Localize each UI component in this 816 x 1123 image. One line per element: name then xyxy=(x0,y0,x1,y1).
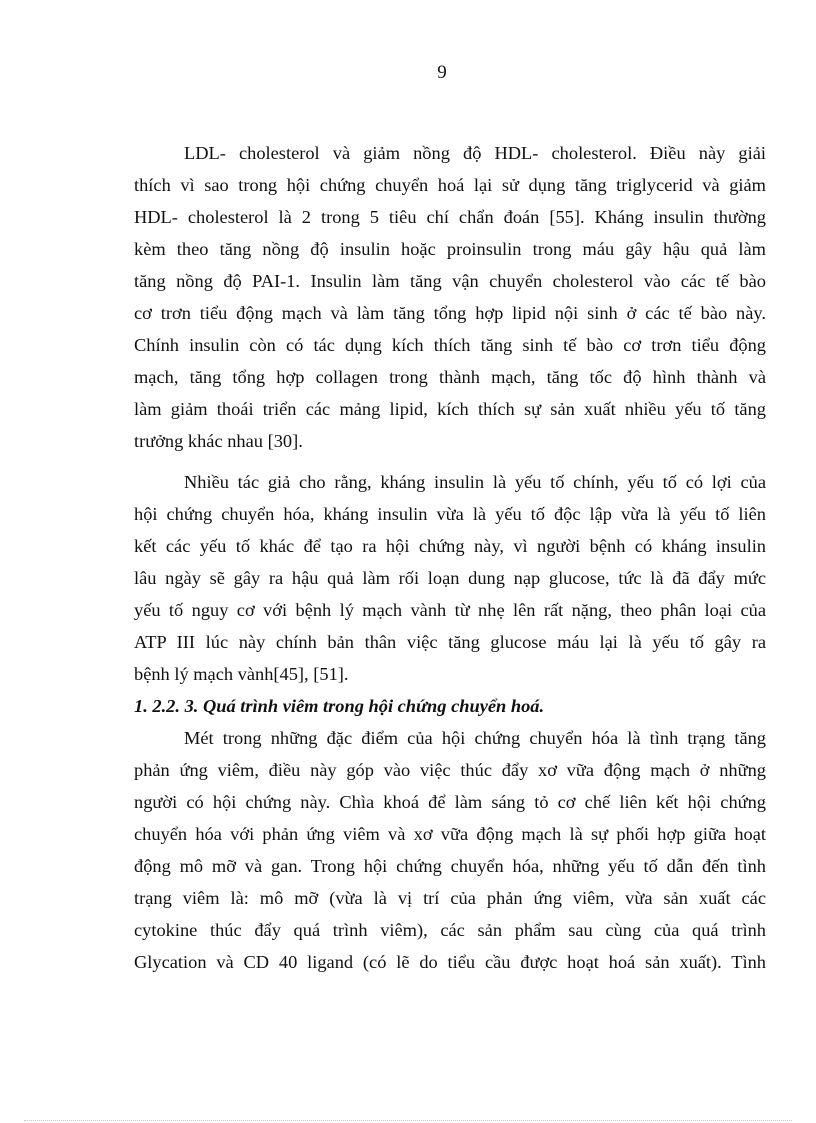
page-bottom-divider xyxy=(24,1120,792,1121)
text-line: lâu ngày sẽ gây ra hậu quả làm rối loạn dung nạp glucose, tức là đã đẩy mức xyxy=(134,568,766,588)
text-line: Mét trong những đặc điểm của hội chứng chuyển hóa là tình trạng tăng xyxy=(184,728,766,748)
text-line: hội chứng chuyển hóa, kháng insulin vừa là yếu tố độc lập vừa là yếu tố liên xyxy=(134,504,766,524)
text-line: chuyển hóa với phản ứng viêm và xơ vữa động mạch là sự phối hợp giữa hoạt xyxy=(134,824,766,844)
text-line: cytokine thúc đẩy quá trình viêm), các sản phẩm sau cùng của quá trình xyxy=(134,920,766,940)
text-line: người có hội chứng này. Chìa khoá để làm sáng tỏ cơ chế liên kết hội chứng xyxy=(134,792,766,812)
text-line: phản ứng viêm, điều này góp vào việc thúc đẩy xơ vữa động mạch ở những xyxy=(134,760,766,780)
text-line: ATP III lúc này chính bản thân việc tăng glucose máu lại là yếu tố gây ra xyxy=(134,632,766,652)
text-line: cơ trơn tiểu động mạch và làm tăng tổng hợp lipid nội sinh ở các tế bào này. xyxy=(134,303,766,323)
text-line: yếu tố nguy cơ với bệnh lý mạch vành từ nhẹ lên rất nặng, theo phân loại của xyxy=(134,600,766,620)
text-line: kết các yếu tố khác để tạo ra hội chứng này, vì người bệnh có kháng insulin xyxy=(134,536,766,556)
text-line: kèm theo tăng nồng độ insulin hoặc proinsulin trong máu gây hậu quả làm xyxy=(134,239,766,259)
text-line: HDL- cholesterol là 2 trong 5 tiêu chí chẩn đoán [55]. Kháng insulin thường xyxy=(134,207,766,227)
page-number: 9 xyxy=(437,62,447,83)
text-line: bệnh lý mạch vành[45], [51]. xyxy=(134,664,349,684)
text-line: Chính insulin còn có tác dụng kích thích tăng sinh tế bào cơ trơn tiểu động xyxy=(134,335,766,355)
text-line: LDL- cholesterol và giảm nồng độ HDL- cholesterol. Điều này giải xyxy=(184,143,766,163)
text-line: Glycation và CD 40 ligand (có lẽ do tiểu cầu được hoạt hoá sản xuất). Tình xyxy=(134,952,766,972)
section-heading: 1. 2.2. 3. Quá trình viêm trong hội chứng chuyển hoá. xyxy=(134,696,545,716)
text-line: động mô mỡ và gan. Trong hội chứng chuyển hóa, những yếu tố dẫn đến tình xyxy=(134,856,766,876)
text-line: trưởng khác nhau [30]. xyxy=(134,431,303,451)
text-line: làm giảm thoái triển các mảng lipid, kích thích sự sản xuất nhiều yếu tố tăng xyxy=(134,399,766,419)
text-line: Nhiều tác giả cho rằng, kháng insulin là yếu tố chính, yếu tố có lợi của xyxy=(184,472,766,492)
text-line: tăng nồng độ PAI-1. Insulin làm tăng vận chuyển cholesterol vào các tế bào xyxy=(134,271,766,291)
text-line: thích vì sao trong hội chứng chuyển hoá lại sử dụng tăng triglycerid và giảm xyxy=(134,175,766,195)
text-line: mạch, tăng tổng hợp collagen trong thành mạch, tăng tốc độ hình thành và xyxy=(134,367,766,387)
text-line: trạng viêm là: mô mỡ (vừa là vị trí của phản ứng viêm, vừa sản xuất các xyxy=(134,888,766,908)
